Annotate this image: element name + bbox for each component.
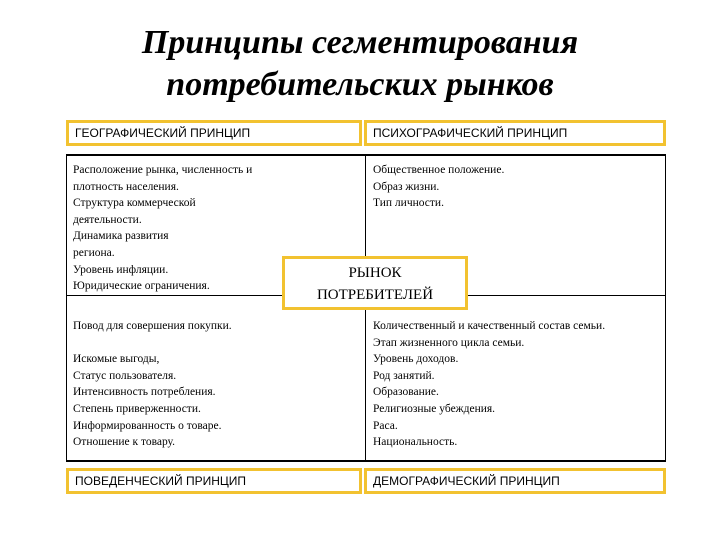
behavioral-principle-label: ПОВЕДЕНЧЕСКИЙ ПРИНЦИП: [66, 468, 362, 494]
demographic-factor-line: Количественный и качественный состав семьи.: [373, 320, 606, 332]
geographic-factor-line: Расположение рынка, численность и: [73, 164, 253, 176]
behavioral-factor-line: Интенсивность потребления.: [73, 386, 216, 399]
demographic-factors-cell: [373, 318, 605, 451]
title-line-2: потребительских рынков: [166, 66, 554, 103]
psychographic-principle-label: ПСИХОГРАФИЧЕСКИЙ ПРИНЦИП: [364, 120, 666, 146]
behavioral-factor-line: Статус пользователя.: [73, 369, 177, 382]
behavioral-factor-line: [73, 335, 232, 352]
demographic-principle-label: ДЕМОГРАФИЧЕСКИЙ ПРИНЦИП: [364, 468, 666, 494]
psychographic-factor-line: Тип личности.: [373, 197, 444, 210]
geographic-factor-line: региона.: [73, 246, 115, 259]
behavioral-factor-line: Искомые выгоды,: [73, 353, 160, 366]
demographic-factor-line: Уровень доходов.: [373, 353, 459, 366]
behavioral-factor-line: Повод для совершения покупки.: [73, 320, 232, 332]
behavioral-factor-line: Информированность о товаре.: [73, 419, 222, 432]
behavioral-factor-line: Отношение к товару.: [73, 436, 176, 449]
geographic-factors-cell: [73, 162, 252, 295]
consumer-market-center-box: [282, 256, 468, 310]
demographic-factor-line: Раса.: [373, 419, 398, 432]
demographic-factor-line: Религиозные убеждения.: [373, 402, 496, 415]
geographic-principle-label: ГЕОГРАФИЧЕСКИЙ ПРИНЦИП: [66, 120, 362, 146]
geographic-factor-line: Уровень инфляции.: [73, 263, 169, 276]
demographic-factor-line: Этап жизненного цикла семьи.: [373, 336, 525, 349]
psychographic-factor-line: Общественное положение.: [373, 164, 505, 176]
center-line-2: ПОТРЕБИТЕЛЕЙ: [316, 287, 434, 303]
demographic-factor-line: Род занятий.: [373, 369, 435, 382]
geographic-factor-line: Юридические ограничения.: [73, 280, 210, 293]
geographic-factor-line: деятельности.: [73, 213, 142, 226]
psychographic-factors-cell: [373, 162, 504, 212]
behavioral-factors-cell: [73, 318, 232, 451]
psychographic-factor-line: Образ жизни.: [373, 180, 440, 193]
center-line-1: РЫНОК: [348, 265, 402, 281]
demographic-factor-line: Национальность.: [373, 436, 458, 449]
geographic-factor-line: Динамика развития: [73, 230, 169, 243]
geographic-factor-line: плотность населения.: [73, 180, 179, 193]
page-title: [0, 22, 720, 106]
geographic-factor-line: Структура коммерческой: [73, 197, 196, 210]
demographic-factor-line: Образование.: [373, 386, 439, 399]
behavioral-factor-line: Степень приверженности.: [73, 402, 201, 415]
title-line-1: Принципы сегментирования: [141, 24, 579, 61]
